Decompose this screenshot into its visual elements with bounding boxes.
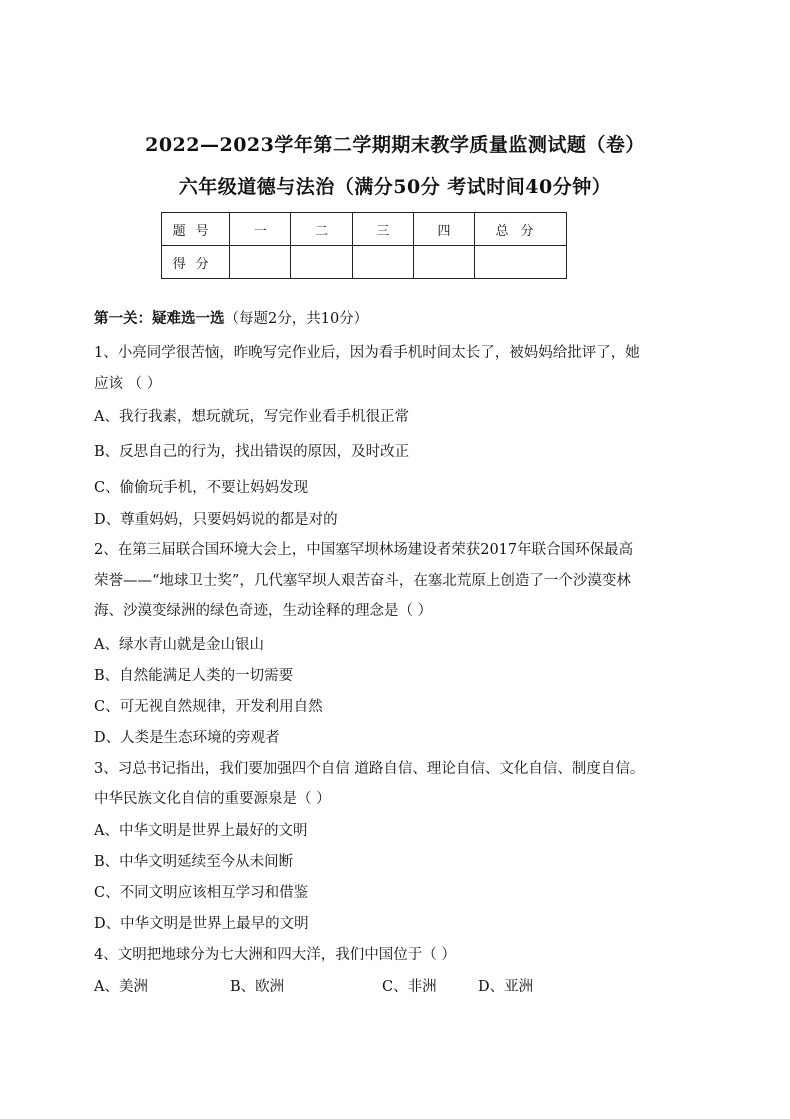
question-4-option-b: B、欧洲 — [230, 979, 285, 995]
question-1-option-b: B、反思自己的行为，找出错误的原因，及时改正 — [94, 444, 410, 460]
cell-section-2: 二 — [291, 213, 352, 246]
question-2-option-c: C、可无视自然规律，开发利用自然 — [94, 699, 323, 715]
question-2-line-2: 荣誉——“地球卫士奖”，几代塞罕坝人艰苦奋斗，在塞北荒原上创造了一个沙漠变林 — [94, 573, 631, 589]
score-table — [161, 212, 567, 279]
question-2-option-d: D、人类是生态环境的旁观者 — [94, 730, 280, 746]
cell-section-3: 三 — [352, 213, 413, 246]
question-3-option-a: A、中华文明是世界上最好的文明 — [94, 823, 308, 839]
cell-question-number-label: 题号 — [162, 213, 230, 246]
exam-title: 2022—2023学年第二学期期末教学质量监测试题（卷） — [145, 134, 645, 156]
question-4-option-c: C、非洲 — [382, 979, 437, 995]
question-2-line-1: 2、在第三届联合国环境大会上，中国塞罕坝林场建设者荣获2017年联合国环保最高 — [94, 542, 634, 558]
cell-section-1: 一 — [230, 213, 291, 246]
question-1-option-d: D、尊重妈妈，只要妈妈说的都是对的 — [94, 512, 338, 528]
question-2-option-a: A、绿水青山就是金山银山 — [94, 637, 264, 653]
question-4-option-d: D、亚洲 — [478, 979, 534, 995]
question-3-option-d: D、中华文明是世界上最早的文明 — [94, 916, 309, 932]
score-table-score-row — [162, 246, 567, 279]
question-1-option-a: A、我行我素，想玩就玩，写完作业看手机很正常 — [94, 409, 409, 425]
cell-score-4 — [413, 246, 474, 279]
cell-score-2 — [291, 246, 352, 279]
question-4-option-a: A、美洲 — [94, 979, 148, 995]
question-3-option-b: B、中华文明延续至今从未间断 — [94, 854, 294, 870]
cell-total-label: 总分 — [475, 213, 567, 246]
section-1-heading — [94, 307, 368, 328]
score-table-header-row — [162, 213, 567, 246]
question-3-line-2: 中华民族文化自信的重要源泉是（ ） — [94, 791, 331, 807]
cell-score-total — [475, 246, 567, 279]
cell-score-3 — [352, 246, 413, 279]
cell-section-4: 四 — [413, 213, 474, 246]
question-1-line-1: 1、小亮同学很苦恼，昨晚写完作业后，因为看手机时间太长了，被妈妈给批评了，她 — [94, 345, 640, 361]
section-1-note: （每题2分，共10分） — [224, 311, 369, 327]
question-2-option-b: B、自然能满足人类的一切需要 — [94, 668, 294, 684]
cell-score-1 — [230, 246, 291, 279]
question-1-option-c: C、偷偷玩手机，不要让妈妈发现 — [94, 480, 309, 496]
section-1-title: 第一关：疑难选一选 — [94, 310, 225, 327]
question-3-option-c: C、不同文明应该相互学习和借鉴 — [94, 885, 309, 901]
exam-subtitle: 六年级道德与法治（满分50分 考试时间40分钟） — [178, 176, 612, 198]
question-2-line-3: 海、沙漠变绿洲的绿色奇迹，生动诠释的理念是（ ） — [94, 603, 433, 619]
question-4-options — [94, 978, 533, 996]
question-3-line-1: 3、习总书记指出，我们要加强四个自信 道路自信、理论自信、文化自信、制度自信。 — [94, 761, 645, 777]
question-1-line-2: 应该 （ ） — [94, 376, 162, 392]
question-4-line-1: 4、文明把地球分为七大洲和四大洋，我们中国位于（ ） — [94, 947, 456, 963]
cell-score-label: 得分 — [162, 246, 230, 279]
